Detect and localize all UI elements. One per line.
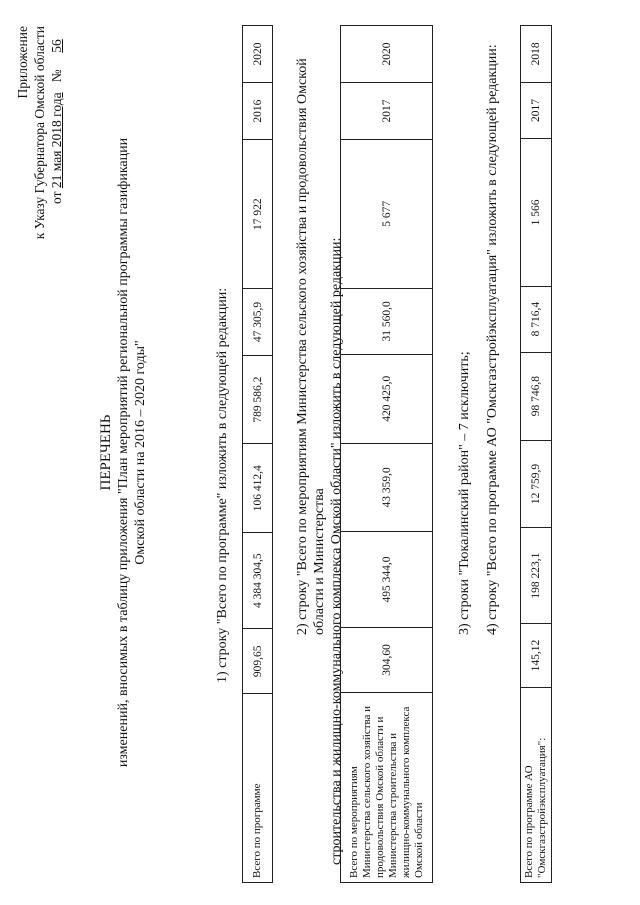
table-cell: 17 922 [243, 140, 273, 289]
table-cell: 43 359,0 [341, 443, 433, 532]
table-cell: 2017 [521, 82, 552, 139]
appendix-title: Приложение [15, 26, 30, 99]
item-4-text: 4) строку "Всего по программе АО "Омскгазстройэксплуатация" изложить в следующей редакции: [485, 44, 500, 635]
row-label: Всего по мероприятиям Министерства сельского хозяйства и продовольствия Омской области и Министерства строительства и жилищно-коммунального комплекса Омской области [341, 692, 433, 882]
table-cell: 2016 [243, 83, 273, 140]
appendix-decree-line: к Указу Губернатора Омской области [32, 26, 47, 240]
table-cell: 98 746,8 [521, 352, 552, 440]
appendix-date-line [48, 26, 65, 239]
table-cell: 789 586,2 [243, 355, 273, 444]
item-2-table [340, 25, 433, 883]
document-heading [98, 0, 149, 905]
table-cell: 2020 [341, 26, 433, 83]
item-2-line-2: строительства и жилищно-коммунального комплекса Омской области" изложить в следующей редакции: [329, 237, 344, 865]
table-cell: 2018 [521, 26, 552, 83]
item-4-table [520, 25, 552, 883]
table-cell: 420 425,0 [341, 355, 433, 444]
table-cell: 31 560,0 [341, 288, 433, 354]
heading-line-2: Омской области на 2016 – 2020 годы" [133, 340, 148, 565]
table-cell: 495 344,0 [341, 532, 433, 628]
table-cell: 304,60 [341, 627, 433, 692]
table-cell: 4 384 304,5 [243, 533, 273, 629]
appendix-block [14, 26, 65, 239]
table-cell: 1 566 [521, 139, 552, 286]
item-1-table [242, 25, 273, 883]
item-1-text: 1) строку "Всего по программе" изложить в следующей редакции: [215, 287, 230, 683]
item-3-text: 3) строки "Тюкалинский район" – 7 исключить; [457, 351, 472, 635]
table-row [521, 26, 552, 883]
table-row [243, 26, 273, 883]
row-label: Всего по программе [243, 694, 273, 883]
item-2-text [294, 25, 345, 865]
row-label: Всего по программе АО "Омскгазстройэксплуатация": [521, 688, 552, 883]
table-cell: 198 223,1 [521, 528, 552, 623]
appendix-number-sign: № [49, 69, 64, 83]
table-cell: 909,65 [243, 629, 273, 694]
table-cell: 106 412,4 [243, 444, 273, 533]
table-cell: 145,12 [521, 623, 552, 688]
table-cell: 12 759,9 [521, 440, 552, 528]
table-cell: 47 305,9 [243, 289, 273, 355]
appendix-prefix: от [49, 191, 64, 204]
table-row [341, 26, 433, 883]
table-cell: 8 716,4 [521, 286, 552, 352]
appendix-date: 21 мая 2018 года [49, 92, 64, 189]
item-2-line-1: 2) строку "Всего по мероприятиям Министерства сельского хозяйства и продовольствия Омской области и Министерства [295, 58, 327, 635]
table-cell: 2017 [341, 83, 433, 140]
table-cell: 2020 [243, 26, 273, 83]
appendix-number: 56 [49, 39, 64, 53]
document-title: ПЕРЕЧЕНЬ [98, 414, 114, 491]
table-cell: 5 677 [341, 139, 433, 288]
heading-line-1: изменений, вносимых в таблицу приложения "План мероприятий региональной программы газификации [116, 137, 131, 768]
